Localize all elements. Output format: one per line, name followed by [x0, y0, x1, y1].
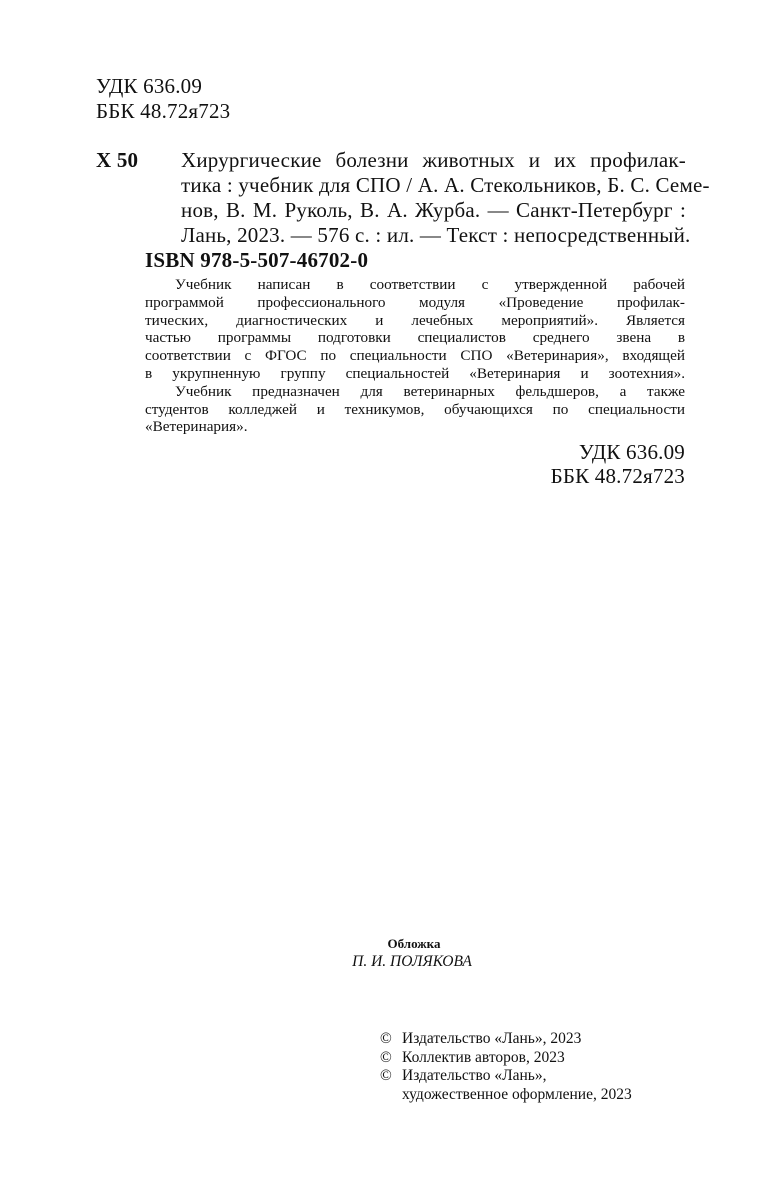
cover-label: Обложка	[387, 936, 441, 951]
cover-credit	[0, 936, 768, 972]
top-classification-codes	[96, 74, 230, 124]
bibliographic-description	[181, 148, 710, 248]
copyright-text: Издательство «Лань», 2023	[402, 1030, 582, 1047]
copyright-symbol: ©	[380, 1067, 392, 1084]
copyright-text: Издательство «Лань»,	[402, 1067, 547, 1084]
annotation-line: тических, диагностических и лечебных мероприятий». Является	[145, 311, 685, 329]
annotation-line: программой профессионального модуля «Проведение профилак-	[145, 293, 685, 311]
annotation-line: «Ветеринария».	[145, 418, 248, 436]
annotation-line: в укрупненную группу специальностей «Ветеринария и зоотехния».	[145, 364, 685, 382]
cover-designer: П. И. ПОЛЯКОВА	[352, 953, 472, 970]
copyright-block	[380, 1030, 632, 1104]
copyright-text: Коллектив авторов, 2023	[402, 1048, 565, 1066]
bbk-code: ББК 48.72я723	[96, 99, 231, 123]
udk-code: УДК 636.09	[578, 440, 685, 464]
udk-code: УДК 636.09	[96, 74, 203, 98]
annotation-line: частью программы подготовки специалистов среднего звена в	[145, 329, 685, 347]
annotation-line: Учебник предназначен для ветеринарных фельдшеров, а также	[175, 382, 685, 400]
description-line: Хирургические болезни животных и их профилак-	[181, 148, 686, 172]
author-mark: Х 50	[96, 148, 139, 172]
copyright-continuation: художественное оформление, 2023	[402, 1085, 632, 1103]
isbn: ISBN 978-5-507-46702-0	[145, 248, 369, 272]
annotation-line: студентов колледжей и техникумов, обучающихся по специальности	[145, 400, 685, 418]
bbk-code: ББК 48.72я723	[550, 464, 685, 488]
annotation-line: соответствии с ФГОС по специальности СПО «Ветеринария», входящей	[145, 347, 685, 365]
copyright-symbol: ©	[380, 1048, 392, 1066]
bottom-classification-codes	[551, 440, 685, 488]
description-line: Лань, 2023. — 576 с. : ил. — Текст : непосредственный.	[181, 223, 691, 247]
copyright-line	[380, 1067, 632, 1086]
copyright-symbol: ©	[380, 1030, 392, 1047]
copyright-line	[380, 1030, 632, 1049]
description-line: тика : учебник для СПО / А. А. Стекольников, Б. С. Семе-	[181, 173, 710, 197]
copyright-line	[380, 1049, 632, 1068]
description-line: нов, В. М. Руколь, В. А. Журба. — Санкт-Петербург :	[181, 198, 686, 222]
annotation-line: Учебник написан в соответствии с утвержденной рабочей	[175, 276, 685, 293]
annotation	[145, 276, 685, 436]
